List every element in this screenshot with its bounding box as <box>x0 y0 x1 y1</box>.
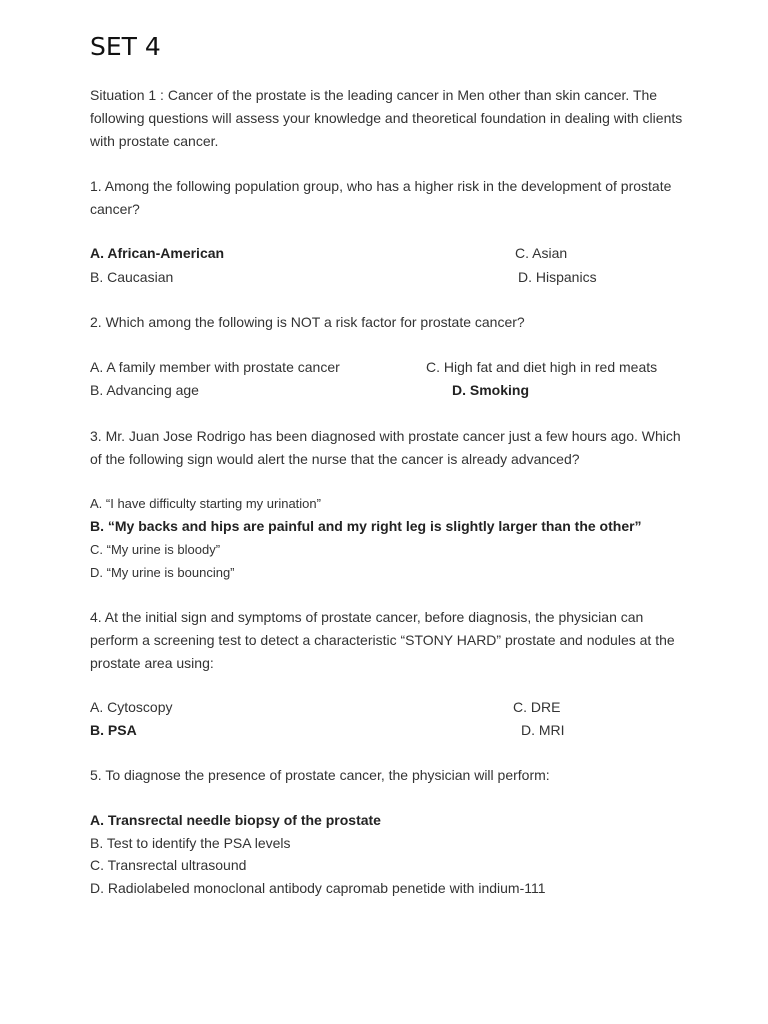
q1-option-a: A. African-American <box>90 245 225 261</box>
q4-option-c: C. DRE <box>513 699 561 715</box>
intro-paragraph: Situation 1 : Cancer of the prostate is the leading cancer in Men other than skin cancer. The following questions will assess your knowledge and theoretical foundation in dealing with clients with prostate cancer. <box>90 87 683 149</box>
page-title: SET 4 <box>90 32 161 61</box>
question-4: 4. At the initial sign and symptoms of prostate cancer, before diagnosis, the physician can perform a screening test to detect a characteristic “STONY HARD” prostate and nodules at the prostate area using: <box>90 609 675 671</box>
question-3: 3. Mr. Juan Jose Rodrigo has been diagnosed with prostate cancer just a few hours ago. Which of the following sign would alert the nurse that the cancer is already advanced? <box>90 428 681 467</box>
q5-option-d: D. Radiolabeled monoclonal antibody capromab penetide with indium-111 <box>90 880 546 896</box>
q1-option-b: B. Caucasian <box>90 269 174 285</box>
q3-option-a: A. “I have difficulty starting my urination” <box>90 496 321 511</box>
q3-option-c: C. “My urine is bloody” <box>90 542 221 557</box>
q2-option-c: C. High fat and diet high in red meats <box>426 359 658 375</box>
q3-option-d: D. “My urine is bouncing” <box>90 565 235 580</box>
q5-option-a: A. Transrectal needle biopsy of the prostate <box>90 812 381 828</box>
q2-option-a: A. A family member with prostate cancer <box>90 359 340 375</box>
q1-option-d: D. Hispanics <box>518 269 597 285</box>
q4-option-a: A. Cytoscopy <box>90 699 173 715</box>
question-1: 1. Among the following population group, who has a higher risk in the development of prostate cancer? <box>90 178 672 217</box>
q1-option-c: C. Asian <box>515 245 568 261</box>
q5-option-c: C. Transrectal ultrasound <box>90 857 247 873</box>
question-5: 5. To diagnose the presence of prostate cancer, the physician will perform: <box>90 767 550 783</box>
q4-option-b: B. PSA <box>90 722 137 738</box>
q2-option-b: B. Advancing age <box>90 382 199 398</box>
question-2: 2. Which among the following is NOT a risk factor for prostate cancer? <box>90 314 525 330</box>
q3-option-b: B. “My backs and hips are painful and my right leg is slightly larger than the other” <box>90 518 642 534</box>
q4-option-d: D. MRI <box>521 722 565 738</box>
q2-option-d: D. Smoking <box>452 382 530 398</box>
q5-option-b: B. Test to identify the PSA levels <box>90 835 291 851</box>
